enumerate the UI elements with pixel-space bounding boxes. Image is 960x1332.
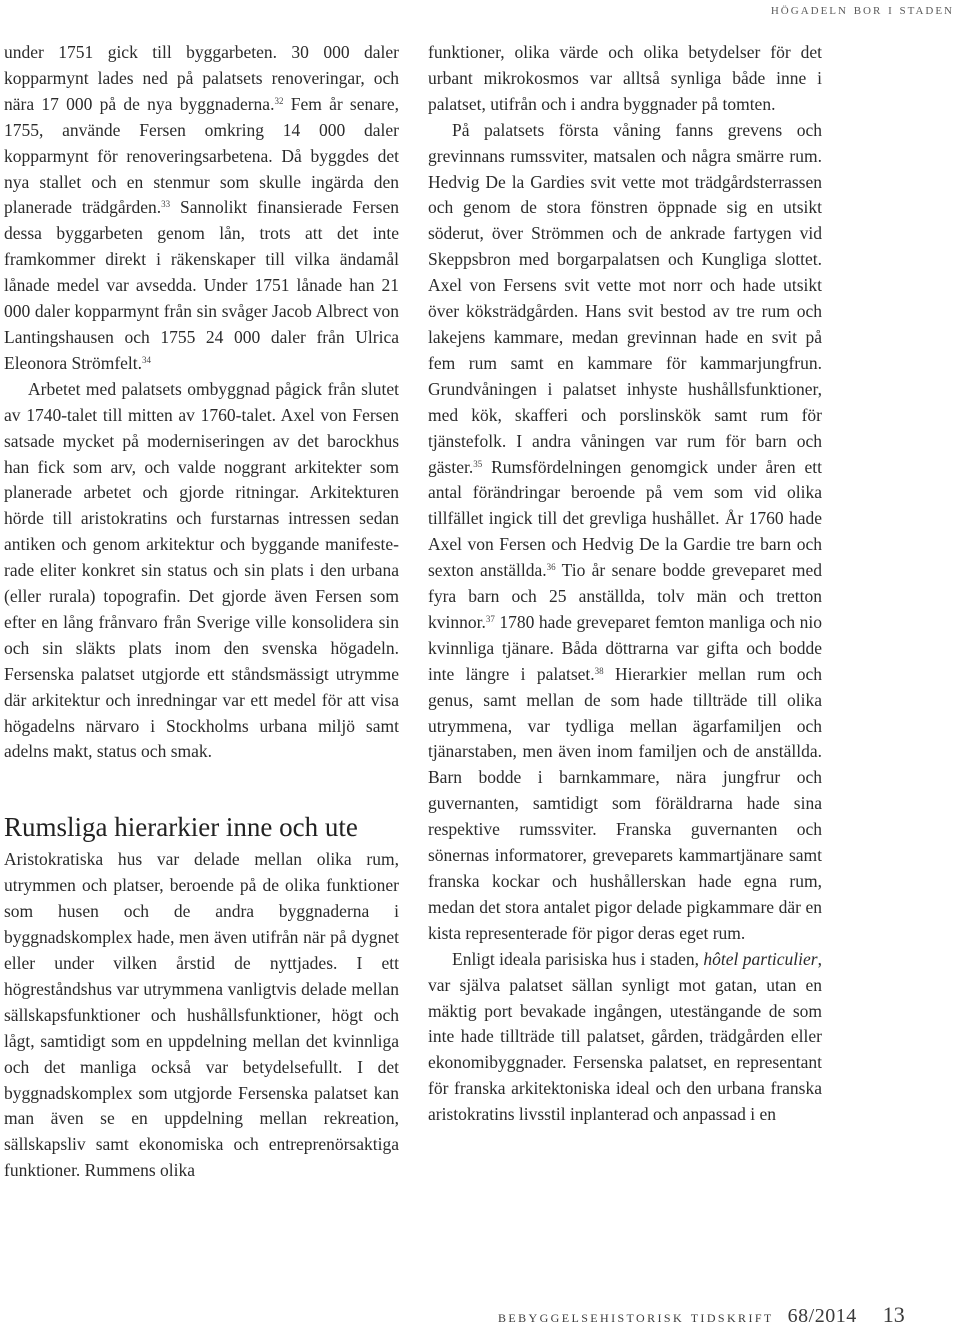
text-run: Enligt ideala parisiska hus i staden, [452,948,704,969]
text-run: Rumsfördelningen genomgick under åren ett antal förändringar beroende på vem som vid olika tillfället ingick till det grevliga hushållet. År 1760 hade Axel von Fersen och Hedvig De la Gardie tre barn och sexton anställda. [428,456,822,581]
right-column [428,40,822,1128]
issue-number: 68/2014 [787,1305,857,1327]
right-paragraph-1: funktioner, olika värde och olika betydelser för det urbant mikrokosmos var alltså synliga både inne i palatset, utifrån och i andra byggnader på tomten. [428,42,822,114]
right-paragraph-3 [428,947,822,1128]
left-column [4,40,399,1184]
text-run: Fem år senare, 1755, använde Fersen omkring 14 000 daler kopparmynt för renoveringsarbetena. Då byggdes det nya stallet och en stenmur som skulle ingärda den planerade trädgården. [4,93,399,218]
running-head: högadeln bor i staden [770,2,954,18]
footnote-ref: 38 [594,665,604,676]
footnote-ref: 33 [161,199,171,210]
text-run: , var själva palatset sällan synligt mot gatan, utan en mäktig port bevakade ingången, utestängande de som inte hade tillträde till palatset, gården, trädgården eller ekonomibyggnader. Fersenska palatset, en representant för franska arkitektoniska ideal och den urbana franska aristokratins livsstil inplanterad och anpassad i en [428,948,822,1125]
footnote-ref: 37 [485,613,495,624]
footnote-ref: 34 [142,354,152,365]
page-number: 13 [882,1302,905,1327]
left-paragraph-1 [4,40,399,377]
right-paragraph-2 [428,118,822,947]
text-run: På palatsets första våning fanns grevens och grevinnans rumssviter, matsalen och några smärre rum. Hedvig De la Gardies svit vette mot trädgårdsterrassen och genom de stora fönstren öppnade sig en utsikt söderut, över Strömmen och de ankrade fartygen vid Skeppsbron med borgarpalatsen och Kungliga slottet. Axel von Fersens svit vette mot norr och hade utsikt över köksträdgården. Hans svit bestod av tre rum och lakejens kammare, medan grevinnan hade en svit på fem rum samt en kammare för kammarjungfrun. Grundvåningen i palatset inhyste hushållsfunktioner, med kök, skafferi och porslinskök samt rum för tjänstefolk. I andra våningen var rum för barn och gäster. [428,119,822,477]
left-paragraph-3: Aristokratiska hus var delade mellan olika rum, utrymmen och platser, beroende på de olika funktioner som husen och de andra byggnaderna i byggnadskomplex hade, men även utifrån när på dygnet eller under vilken årstid de nyttjades. I ett högreståndshus var utrymmena vanligtvis delade mellan sällskapsfunktioner och hushållsfunktioner, högt och lågt, samtidigt som en uppdelning mellan det kvinnliga och det manliga också var betydelsefullt. I det byggnadskomplex som utgjorde Fersenska palatset kan man även se en uppdelning mellan rekreation, sällskapsliv samt ekonomiska och entreprenörsaktiga funktioner. Rummens olika [4,849,399,1181]
text-run: under 1751 gick till byggarbeten. 30 000 daler kopparmynt lades ned på palatsets renoveringar, och nära 17 000 på de nya byggnaderna. [4,42,399,114]
footnote-ref: 36 [546,562,556,573]
left-paragraph-2: Arbetet med palatsets ombyggnad pågick från slutet av 1740-talet till mitten av 1760-talet. Axel von Fersen satsade mycket på moderniseringen av det barockhus han fick som arv, och valde noggrant arkitekter som planerade arbetet och gjorde ritningar. Arkitekturen hörde till aristokratins och furstarnas intressen sedan antiken och genom arkitektur och byggande manifesterade eliter konkret sin status och sin plats i den urbana (eller rurala) topografin. Det gjorde även Fersen som efter en lång frånvaro från Sverige ville konsolidera sin och sin släkts plats inom den svenska högadeln. Fersenska palatset utgjorde ett ståndsmässigt utrymme där arkitektur och inredningar var ett medel för att visa högadelns närvaro i Stockholms urbana miljö samt adelns makt, status och smak. [4,378,399,762]
section-heading: Rumsliga hierarkier inne och ute [4,812,358,843]
text-run: Tio år senare bodde greveparet med fyra barn och 25 anställda, tolv män och tretton kvinnor. [428,560,823,632]
text-run: Sannolikt finansierade Fersen dessa byggarbeten genom lån, trots att det inte framkommer direkt i räkenskaper till vilka ändamål lånade medel var avsedda. Under 1751 lånade han 21 000 daler kopparmynt från sin svåger Jacob Albrect von Lantingshausen och 1755 24 000 daler från Ulrica Eleonora Strömfelt. [4,197,399,373]
footnote-ref: 35 [473,458,483,469]
footnote-ref: 32 [274,95,284,106]
text-run: 1780 hade greveparet femton manliga och nio kvinnliga tjänare. Båda döttrarna var gifta och bodde inte längre i palatset. [428,611,822,684]
text-run: Hierarkier mellan rum och genus, samt mellan de som hade tillträde till olika utrymmena, var tydliga mellan ägarfamiljen och tjänarstaben, men även inom familjen och de anställda. Barn bodde i barnkammare, nära jungfrur och guvernanten, samtidigt som föräldrarna hade sina respektive rumssviter. Franska guvernanten och sönernas informatorer, greveparets kammartjänare samt franska kockar och hushållerskan hade egna rum, medan det stora antalet pigor delade pigkammare där en kista representerade för pigor deras eget rum. [428,663,822,943]
journal-title: bebyggelsehistorisk tidskrift [498,1307,774,1326]
page-footer [498,1302,905,1328]
italic-term: hôtel particulier [703,948,818,969]
